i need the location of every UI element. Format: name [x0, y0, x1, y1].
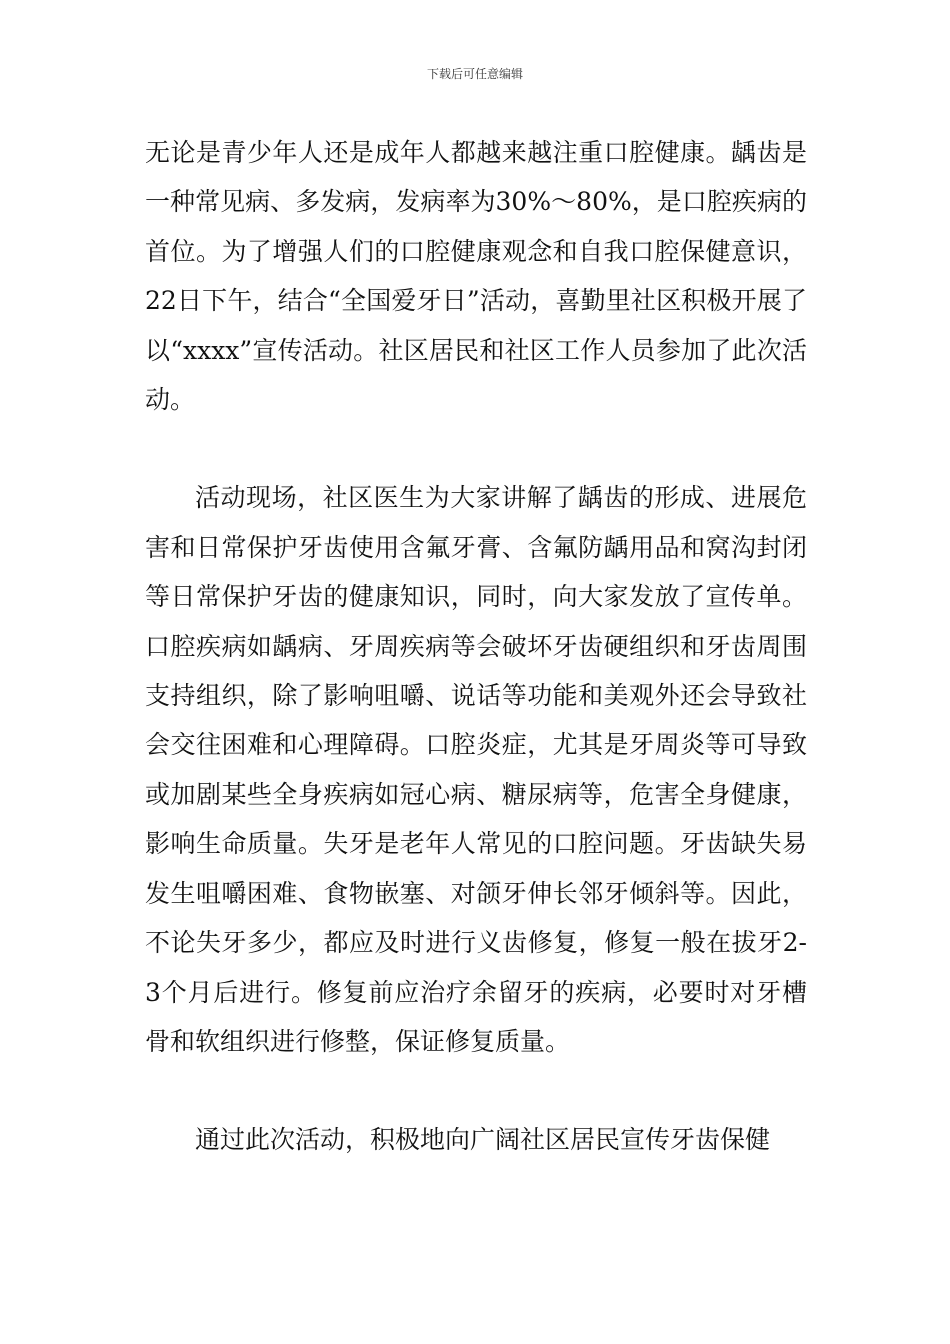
- document-body: [145, 128, 807, 1165]
- paragraph-conclusion: 通过此次活动，积极地向广阔社区居民宣传牙齿保健: [195, 1125, 771, 1155]
- page-header: 下载后可任意编辑: [426, 67, 523, 81]
- paragraph-intro: 无论是青少年人还是成年人都越来越注重口腔健康。龋齿是一种常见病、多发病，发病率为30%～80%，是口腔疾病的首位。为了增强人们的口腔健康观念和自我口腔保健意识，22日下午，结合“全国爱牙日”活动，喜勤里社区积极开展了以“xxxx”宣传活动。社区居民和社区工作人员参加了此次活动。: [145, 138, 807, 415]
- paragraph-activity: 活动现场，社区医生为大家讲解了龋齿的形成、进展危害和日常保护牙齿使用含氟牙膏、含氟防龋用品和窝沟封闭等日常保护牙齿的健康知识，同时，向大家发放了宣传单。口腔疾病如龋病、牙周疾病等会破坏牙齿硬组织和牙齿周围支持组织，除了影响咀嚼、说话等功能和美观外还会导致社会交往困难和心理障碍。口腔炎症，尤其是牙周炎等可导致或加剧某些全身疾病如冠心病、糖尿病等，危害全身健康，影响生命质量。失牙是老年人常见的口腔问题。牙齿缺失易发生咀嚼困难、食物嵌塞、对颌牙伸长邻牙倾斜等。因此，不论失牙多少，都应及时进行义齿修复，修复一般在拔牙2-3个月后进行。修复前应治疗余留牙的疾病，必要时对牙槽骨和软组织进行修整，保证修复质量。: [145, 483, 807, 1056]
